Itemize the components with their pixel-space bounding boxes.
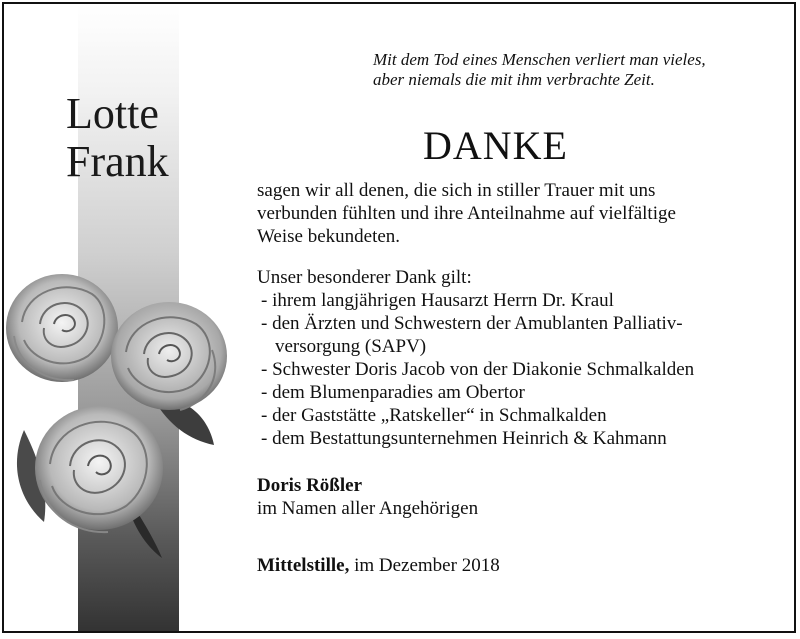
thanks-item: - der Gaststätte „Ratskeller“ in Schmalkalden <box>261 405 607 426</box>
deceased-name <box>66 90 169 186</box>
roses-illustration <box>4 260 234 560</box>
rose-1 <box>6 274 118 382</box>
thanks-list <box>257 266 694 450</box>
place-date <box>257 554 500 577</box>
memorial-quote <box>373 50 706 90</box>
thanks-item: - dem Bestattungsunternehmen Heinrich & Kahmann <box>261 428 667 449</box>
place-town: Mittelstille, <box>257 555 350 576</box>
thanks-item-continuation: versorgung (SAPV) <box>275 336 427 357</box>
obituary-card <box>2 2 796 633</box>
signer-block <box>257 474 478 520</box>
intro-paragraph <box>257 179 676 248</box>
intro-line-2: verbunden fühlten und ihre Anteilnahme auf vielfältige <box>257 203 676 224</box>
rose-2 <box>111 302 227 410</box>
quote-line-2: aber niemals die mit ihm verbrachte Zeit. <box>373 70 655 89</box>
last-name: Frank <box>66 137 169 186</box>
signer-note: im Namen aller Angehörigen <box>257 498 479 519</box>
first-name: Lotte <box>66 89 159 138</box>
thanks-item: - dem Blumenparadies am Obertor <box>261 382 525 403</box>
thanks-item: - Schwester Doris Jacob von der Diakonie Schmalkalden <box>261 359 695 380</box>
signer-name: Doris Rößler <box>257 475 363 496</box>
thanks-item: - den Ärzten und Schwestern der Amublanten Palliativ- <box>261 313 683 334</box>
thanks-title: Unser besonderer Dank gilt: <box>257 267 472 288</box>
thanks-item: - ihrem langjährigen Hausarzt Herrn Dr. Kraul <box>261 290 614 311</box>
intro-line-1: sagen wir all denen, die sich in stiller Trauer mit uns <box>257 180 656 201</box>
quote-line-1: Mit dem Tod eines Menschen verliert man vieles, <box>373 50 706 69</box>
place-date-text: im Dezember 2018 <box>349 555 500 576</box>
intro-line-3: Weise bekundeten. <box>257 226 401 247</box>
rose-3 <box>35 406 163 532</box>
danke-heading: DANKE <box>423 123 568 168</box>
